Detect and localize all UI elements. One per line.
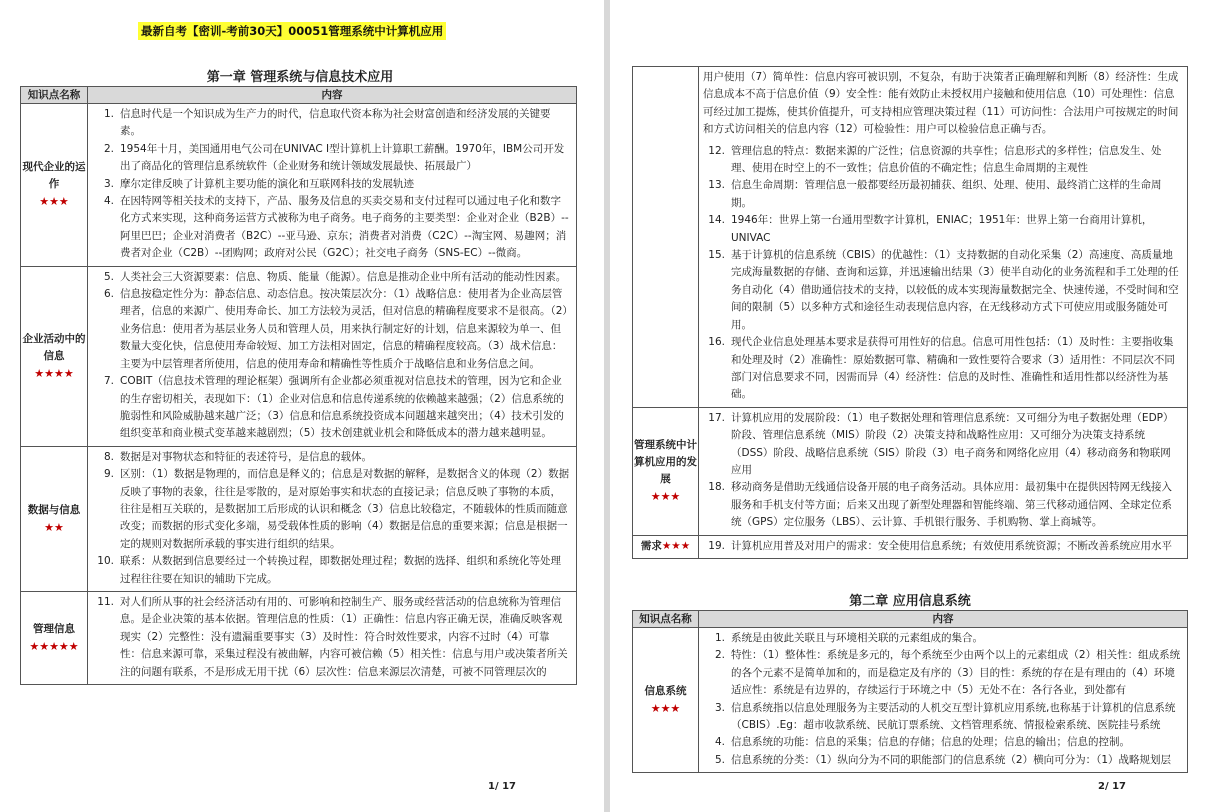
topic-cell bbox=[21, 446, 88, 591]
item-number: 4. bbox=[103, 195, 114, 208]
table-row bbox=[633, 628, 1188, 773]
list-item bbox=[703, 334, 1181, 404]
page-number: 1/ 17 bbox=[488, 781, 517, 792]
star-rating: ★★★★★ bbox=[29, 639, 79, 653]
item-number: 17. bbox=[708, 411, 725, 424]
list-item bbox=[703, 212, 1181, 247]
item-number: 19. bbox=[708, 539, 725, 552]
page-number: 2/ 17 bbox=[1098, 781, 1127, 792]
item-number: 5. bbox=[103, 270, 114, 283]
item-number: 18. bbox=[708, 481, 725, 494]
item-number: 15. bbox=[708, 249, 725, 262]
item-number: 2. bbox=[714, 649, 725, 662]
item-number: 5. bbox=[714, 753, 725, 766]
topic-cell bbox=[633, 535, 699, 558]
list-item bbox=[703, 630, 1181, 647]
item-text: 计算机应用普及对用户的需求：安全使用信息系统；有效使用系统资源；不断改善系统应用水平 bbox=[731, 539, 1172, 552]
topic-label: 需求 bbox=[640, 540, 662, 553]
page-two bbox=[610, 0, 1218, 812]
item-text: 人类社会三大资源要素：信息、物质、能量（能源）。信息是推动企业中所有活动的能动性因素。 bbox=[120, 270, 567, 283]
item-number: 7. bbox=[103, 375, 114, 388]
list-item bbox=[92, 141, 570, 176]
list-item bbox=[92, 449, 570, 466]
item-text: 信息系统的功能：信息的采集；信息的存储；信息的处理；信息的输出；信息的控制。 bbox=[731, 736, 1130, 749]
item-text: 系统是由彼此关联且与环境相关联的元素组成的集合。 bbox=[731, 632, 983, 644]
item-number: 3. bbox=[714, 701, 725, 714]
list-item bbox=[703, 479, 1181, 531]
star-rating: ★★★ bbox=[661, 540, 691, 553]
item-text: 区别：（1）数据是物理的，而信息是释义的；信息是对数据的解释，是数据含义的体现（2）数据反映了事物的表象，往往是零散的，是对原始事实和状态的直接记录；信息反映了事物的本质，往往是相互关联的，是数据加工后形成的认识和概念（3）信息比较稳定，不随载体的性质而随意改变；而数据的形式变化多端，易受载体性质的影响（4）数据是信息的重要来源；信息是根据一定的规则对数据所承载的事实进行组织的结果。 bbox=[120, 468, 570, 550]
item-text: 信息系统指以信息处理服务为主要活动的人机交互型计算机应用系统,也称基于计算机的信息系统（CBIS）.Eg：超市收款系统、民航订票系统、文档管理系统、情报检索系统、医院挂号系统 bbox=[731, 701, 1176, 732]
item-text: 摩尔定律反映了计算机主要功能的演化和互联网科技的发展轨迹 bbox=[120, 177, 414, 190]
content-cell bbox=[88, 266, 577, 446]
content-cell bbox=[699, 407, 1188, 535]
page-one bbox=[0, 0, 604, 812]
topic-cell bbox=[633, 628, 699, 773]
list-item bbox=[703, 247, 1181, 334]
item-text: COBIT（信息技术管理的理论框架）强调所有企业都必须重视对信息技术的管理，因为它和企业的生存密切相关，表现如下：（1）企业对信息和信息传递系统的依赖越来越强；（2）信息系统的脆弱性和风险威胁越来越广泛；（3）信息和信息系统投资成本问题越来越突出；（4）技术引发的组织变革和商业模式变革越来越剧烈；（5）技术创建就业机会和降低成本的潜力越来越明显。 bbox=[120, 375, 564, 440]
item-number: 4. bbox=[714, 736, 725, 749]
list-item bbox=[703, 177, 1181, 212]
star-rating: ★★★★ bbox=[34, 366, 74, 380]
list-item bbox=[703, 700, 1181, 735]
list-item bbox=[92, 553, 570, 588]
item-text: 在因特网等相关技术的支持下，产品、服务及信息的买卖交易和支付过程可以通过电子化和数字化方式来实现，这种商务运营方式被称为电子商务。电子商务的主要类型：企业对企业（B2B）--阿里巴巴；企业对消费者（B2C）--亚马逊、京东；消费者对消费（C2C）--淘宝网、易趣网；消费者对企业（C2B）--团购网；政府对公民（G2C）；社交电子商务（SNS-EC）--微商。 bbox=[120, 195, 569, 260]
table-row bbox=[21, 104, 577, 267]
topic-label: 管理系统中计算机应用的发展 bbox=[634, 439, 697, 486]
column-header-content: 内容 bbox=[699, 611, 1188, 628]
content-cell bbox=[699, 67, 1188, 408]
topic-label: 信息系统 bbox=[644, 685, 687, 698]
table-row bbox=[633, 67, 1188, 408]
list-item bbox=[703, 538, 1181, 555]
table-row bbox=[21, 591, 577, 684]
star-rating: ★★★ bbox=[39, 195, 69, 209]
item-number: 2. bbox=[103, 142, 114, 155]
list-item bbox=[703, 734, 1181, 751]
item-number: 11. bbox=[97, 595, 114, 608]
item-text: 对人们所从事的社会经济活动有用的、可影响和控制生产、服务或经营活动的信息统称为管理信息。是企业决策的基本依据。管理信息的性质：（1）正确性：信息内容正确无误，准确反映客观现实（2）完整性：没有遗漏重要事实（3）及时性：符合时效性要求，内容不过时（4）可靠性：信息来源可靠，采集过程没有被曲解，内容可被信赖（5）相关性：信息与用户或决策者所关注的问题有联系，不是形成无用干扰（6）层次性：信息来源层次清楚，可被不同管理层次的 bbox=[120, 595, 568, 678]
item-text: 数据是对事物状态和特征的表述符号，是信息的载体。 bbox=[120, 450, 372, 463]
chapter-two-title: 第二章 应用信息系统 bbox=[849, 594, 971, 609]
item-text: 特性：（1）整体性：系统是多元的，每个系统至少由两个以上的元素组成（2）相关性：组成系统的各个元素不是简单加和的，而是稳定及有序的（3）目的性：系统的存在是有理由的（4）环境适应性：系统是有边界的，存续运行于环境之中（5）无处不在：各行各业，到处都有 bbox=[731, 649, 1181, 697]
item-text: 1946年：世界上第一台通用型数字计算机，ENIAC；1951年：世界上第一台商用计算机，UNIVAC bbox=[731, 214, 1153, 244]
topic-cell bbox=[21, 266, 88, 446]
list-item bbox=[703, 647, 1181, 699]
item-number: 8. bbox=[103, 450, 114, 463]
star-rating: ★★★ bbox=[650, 490, 681, 504]
content-cell bbox=[88, 591, 577, 684]
item-number: 12. bbox=[708, 144, 725, 157]
content-cell bbox=[88, 104, 577, 267]
content-cell bbox=[699, 535, 1188, 558]
table-row bbox=[633, 407, 1188, 535]
list-item bbox=[92, 106, 570, 141]
content-cell bbox=[699, 628, 1188, 773]
item-text: 信息按稳定性分为：静态信息、动态信息。按决策层次分：（1）战略信息：使用者为企业高层管理者，信息的来源广、使用寿命长、加工方法较为灵活，但对信息的精确程度要求不是很高。（2）业务信息：使用者为基层业务人员和管理人员，用来执行制定好的计划，信息来源较为单一、但数量大变化快，信息使用寿命较短、加工方法相对固定，信息的精确程度较高。（3）战术信息：主要为中层管理者所使用，信息的使用寿命和精确性等性质介于战略信息和业务信息之间。 bbox=[120, 288, 568, 370]
list-item bbox=[703, 143, 1181, 178]
star-rating: ★★ bbox=[44, 520, 64, 534]
item-text: 信息时代是一个知识成为生产力的时代，信息取代资本称为社会财富创造和经济发展的关键要素。 bbox=[120, 108, 551, 138]
item-number: 16. bbox=[708, 336, 725, 349]
topic-label: 企业活动中的信息 bbox=[22, 332, 86, 362]
chapter-one-table bbox=[20, 86, 577, 685]
topic-cell bbox=[21, 591, 88, 684]
list-item bbox=[92, 286, 570, 373]
chapter-two-table bbox=[632, 610, 1188, 773]
item-text: 信息系统的分类：（1）纵向分为不同的职能部门的信息系统（2）横向可分为：（1）战略规划层 bbox=[731, 753, 1172, 766]
list-item bbox=[92, 269, 570, 286]
list-item bbox=[92, 373, 570, 443]
list-item bbox=[703, 410, 1181, 480]
item-text: 管理信息的特点：数据来源的广泛性；信息资源的共享性；信息形式的多样性；信息发生、处理、使用在时空上的不一致性；信息价值的不确定性；信息生命周期的主观性 bbox=[731, 144, 1162, 175]
item-text: 1954年十月，美国通用电气公司在UNIVAC I型计算机上计算职工薪酬。1970年，IBM公司开发出了商品化的管理信息系统软件（企业财务和统计领域发展最快、拓展最广） bbox=[120, 142, 565, 173]
table-row bbox=[21, 266, 577, 446]
item-number: 14. bbox=[708, 214, 725, 227]
topic-label: 数据与信息 bbox=[27, 503, 81, 516]
item-text: 基于计算机的信息系统（CBIS）的优越性：（1）支持数据的自动化采集（2）高速度、高质量地完成海量数据的存储、查询和运算，并迅速输出结果（3）使半自动化的业务流程和手工处理的任务自动化（4）借助通信技术的支持，以较低的成本实现海量数据完全、快速传递，不受时间和空间的限制（5）以多种方式和途径生动表现信息内容，在无线移动方式下可使应用或服务随处可用。 bbox=[731, 249, 1179, 331]
column-header-topic: 知识点名称 bbox=[21, 87, 88, 104]
list-item bbox=[703, 752, 1181, 769]
item-text: 现代企业信息处理基本要求是获得可用性好的信息。信息可用性包括：（1）及时性：主要指收集和处理及时（2）准确性：原始数据可靠、精确和一致性要符合要求（3）适用性：不同层次不同部门对信息要求不同，因需而异（4）经济性：信息的及时性、准确性和适用性都以经济性为基础。 bbox=[731, 336, 1175, 401]
list-item bbox=[92, 176, 570, 193]
item-number: 3. bbox=[103, 177, 114, 190]
topic-cell bbox=[633, 407, 699, 535]
item-text: 联系：从数据到信息要经过一个转换过程，即数据处理过程；数据的选择、组织和系统化等处理过程往往要在知识的辅助下完成。 bbox=[120, 555, 561, 585]
continued-text: 用户使用（7）简单性：信息内容可被识别，不复杂，有助于决策者正确理解和判断（8）经济性：生成信息成本不高于信息价值（9）安全性：能有效防止未授权用户接触和使用信息（10）可处理性：信息可经过加工提炼，使其价值提升，可支持相应管理决策过程（11）可访问性：合法用户可按规定的时间和方式访问相关的信息内容（12）可检验性：用户可以检验信息正确与否。 bbox=[703, 71, 1179, 136]
item-text: 移动商务是借助无线通信设备开展的电子商务活动。具体应用：最初集中在提供因特网无线接入服务和手机支付等方面；后来又出现了新型处理器和智能终端、第三代移动通信网、全球定位系统（GPS）定位服务（LBS）、云计算、手机银行服务、手机购物、掌上商城等。 bbox=[731, 481, 1172, 529]
topic-label: 管理信息 bbox=[33, 622, 75, 635]
column-header-content: 内容 bbox=[88, 87, 577, 104]
item-text: 信息生命周期：管理信息一般都要经历最初捕获、组织、处理、使用、最终消亡这样的生命周期。 bbox=[731, 179, 1162, 209]
table-row bbox=[21, 446, 577, 591]
list-item bbox=[92, 193, 570, 263]
topic-label: 现代企业的运作 bbox=[22, 161, 86, 191]
item-text: 计算机应用的发展阶段：（1）电子数据处理和管理信息系统：又可细分为电子数据处理（EDP）阶段、管理信息系统（MIS）阶段（2）决策支持和战略性应用：又可细分为决策支持系统（DSS）阶段、战略信息系统（SIS）阶段（3）电子商务和网络化应用（4）移动商务和物联网应用 bbox=[731, 411, 1174, 476]
item-number: 10. bbox=[97, 555, 114, 568]
chapter-one-title: 第一章 管理系统与信息技术应用 bbox=[206, 70, 394, 85]
topic-cell-continued bbox=[633, 67, 699, 408]
topic-cell bbox=[21, 104, 88, 267]
table-row bbox=[633, 535, 1188, 558]
continuation-table bbox=[632, 66, 1188, 559]
star-rating: ★★★ bbox=[650, 702, 681, 716]
list-item bbox=[92, 594, 570, 681]
list-item bbox=[92, 466, 570, 553]
content-cell bbox=[88, 446, 577, 591]
item-number: 1. bbox=[103, 108, 114, 120]
column-header-topic: 知识点名称 bbox=[633, 611, 699, 628]
banner-title: 最新自考【密训-考前30天】00051管理系统中计算机应用 bbox=[138, 22, 446, 40]
item-number: 13. bbox=[708, 179, 725, 192]
item-number: 9. bbox=[103, 468, 114, 481]
item-number: 1. bbox=[714, 632, 725, 644]
item-number: 6. bbox=[103, 288, 114, 301]
